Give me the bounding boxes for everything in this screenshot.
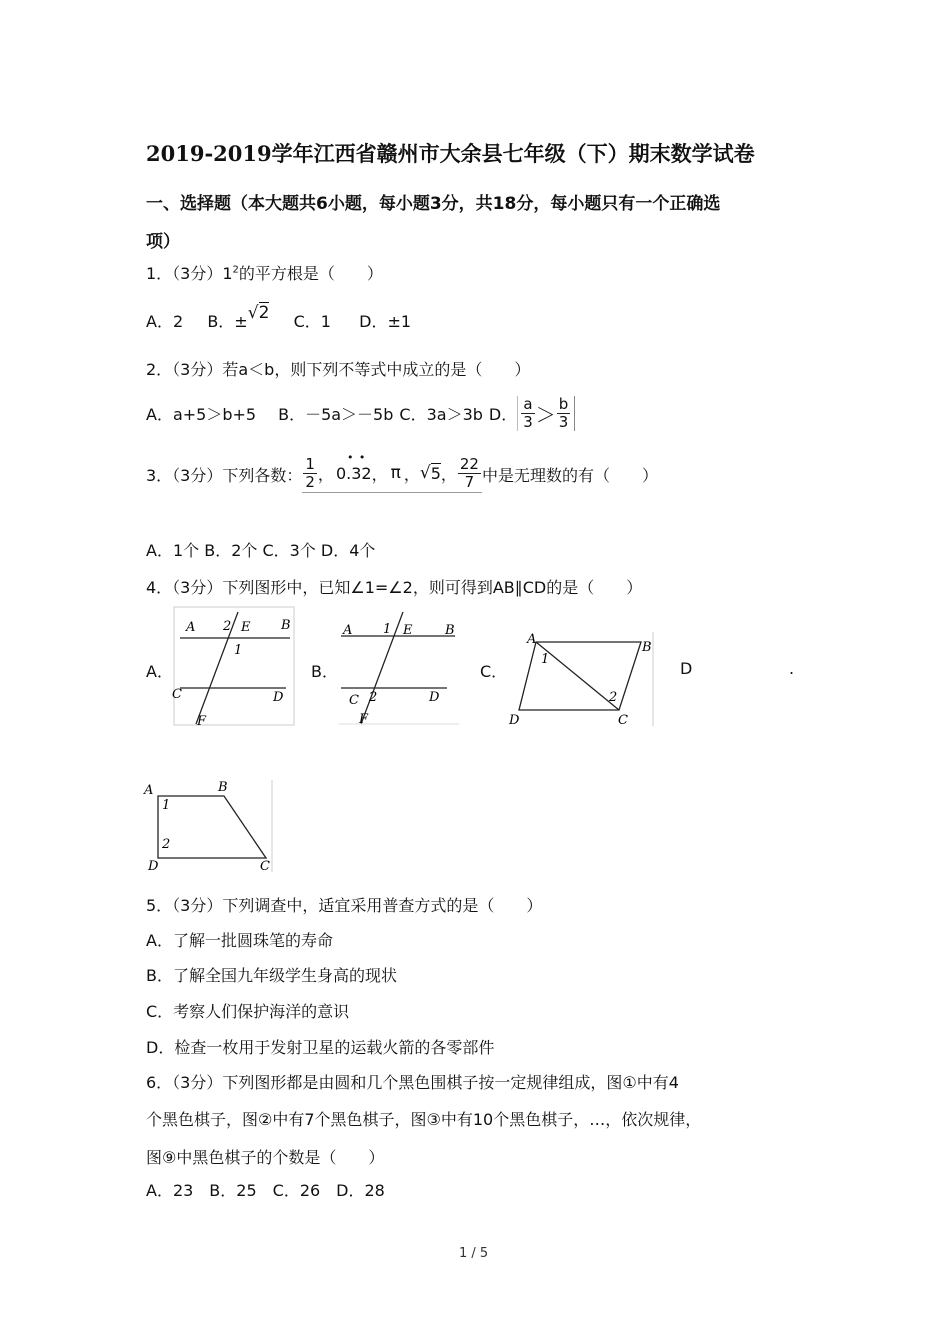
label-2: 2 [162,837,171,852]
label-2: 2 [223,619,232,634]
question-6-options: A．23 B．25 C．26 D．28 [146,1181,385,1200]
q3-repeating-decimal [335,450,372,483]
q3-recurring-dots: • • [346,450,367,464]
q2-gt-sign: ＞ [535,402,556,427]
q3-frac1-num: 1 [305,454,315,473]
label-b: B [281,618,291,633]
label-2: 2 [369,690,378,705]
q1-exponent: 2 [232,264,239,276]
q1-radicand: 2 [258,303,270,323]
q3-number-list [302,450,482,493]
q5-option-d: D．检查一枚用于发射卫星的运载火箭的各零部件 [146,1038,495,1057]
q4-option-d: D [680,659,693,678]
label-d: D [509,713,520,728]
q3-stem-pre: 3．（3分）下列各数： [146,465,303,485]
question-1-stem [146,261,383,284]
q3-decimal-value: 0.32 [335,463,372,483]
label-b: B [445,623,455,638]
q2-frac1-num: a [521,396,535,414]
q3-sqrt-sign: √ [419,463,431,483]
label-a: A [144,783,154,798]
q3-frac-half [303,456,317,491]
q5-option-b: B．了解全国九年级学生身高的现状 [146,966,397,985]
label-a: A [527,632,537,647]
q4-trailing-dot: . [789,659,795,678]
label-d: D [148,859,159,874]
page-title: 2019-2019学年江西省赣州市大余县七年级（下）期末数学试卷 [146,141,755,166]
q5-option-c: C．考察人们保护海洋的意识 [146,1002,350,1021]
q2-frac-a3 [521,396,535,431]
question-6-line-2: 个黑色棋子，图②中有7个黑色棋子，图③中有10个黑色棋子，…，依次规律， [146,1110,702,1129]
question-6-line-1: 6．（3分）下列图形都是由圆和几个黑色围棋子按一定规律组成，图①中有4 [146,1073,679,1092]
question-3-options: A．1个 B．2个 C．3个 D．4个 [146,541,376,560]
label-c: C [618,713,628,728]
question-1-options [146,303,412,332]
q1-option-d: D．±1 [359,312,412,331]
q3-sep-1: ， [317,464,334,484]
question-3-stem [146,452,658,496]
q3-frac2-num: 22 [459,454,479,473]
label-e: E [403,623,413,638]
label-1: 1 [383,622,392,637]
label-c: C [349,693,359,708]
q2-option-c: C．3a＞3b [399,404,483,424]
question-4-stem: 4．（3分）下列图形中，已知∠1=∠2，则可得到AB∥CD的是（ ） [146,578,643,597]
trapezoid-abcd [158,796,266,858]
q2-option-a: A．a+5＞b+5 [146,404,257,424]
q1-option-b: B．± [207,312,248,331]
question-2-options [146,393,575,433]
label-1: 1 [234,643,243,658]
page-number: 1 / 5 [459,1246,489,1261]
q2-frac2-num: b [557,396,571,414]
q2-frac-b3 [557,396,571,431]
section-heading: 一、选择题（本大题共6小题，每小题3分，共18分，每小题只有一个正确选 [146,194,721,214]
q1-stem-post: 的平方根是（ ） [238,264,383,283]
label-c: C [172,687,182,702]
q4-option-a: A． [146,662,173,681]
label-b: B [218,780,228,795]
q4-option-c: C． [480,662,508,681]
q1-sqrt-sign: √ [247,303,259,323]
label-d: D [273,690,284,705]
label-1: 1 [541,652,550,667]
label-a: A [343,623,353,638]
q3-sep-3: ， [403,464,420,484]
q3-frac-22-7 [458,456,481,491]
q1-stem-pre: 1．（3分）1 [146,264,233,283]
q3-frac2-den: 7 [464,472,475,491]
parallelogram-abcd [519,642,641,710]
q4-option-b: B． [311,662,338,681]
q3-sep-4: ， [440,464,457,484]
q5-option-a: A．了解一批圆珠笔的寿命 [146,931,333,950]
figure-a [168,606,296,728]
q1-option-a: A．2 [146,312,184,331]
figure-d [142,778,276,874]
q1-option-c: C．1 [293,312,331,331]
label-2: 2 [609,690,618,705]
q3-sep-2: ， [371,464,388,484]
label-a: A [186,620,196,635]
question-2-stem: 2．（3分）若a＜b，则下列不等式中成立的是（ ） [146,360,531,379]
q2-frac2-den: 3 [558,412,569,431]
q3-stem-post: 中是无理数的有（ ） [481,465,658,485]
section-heading-cont: 项） [146,232,180,252]
figure-c [503,630,655,728]
q3-pi: π [390,463,401,483]
q2-option-b: B．－5a＞－5b [278,404,394,424]
q2-frac1-den: 3 [523,412,533,431]
label-b: B [642,640,652,655]
label-c: C [260,859,270,874]
figure-b [335,608,461,728]
question-5-stem: 5．（3分）下列调查中，适宜采用普查方式的是（ ） [146,896,543,915]
line-ef [196,612,238,724]
label-f: F [197,714,207,728]
label-e: E [241,620,251,635]
label-f: F [359,712,369,727]
label-1: 1 [162,798,171,813]
q3-frac1-den: 2 [305,472,315,491]
question-6-line-3: 图⑨中黑色棋子的个数是（ ） [146,1148,385,1167]
q3-radicand: 5 [430,464,441,483]
line-ef [361,612,403,724]
label-d: D [429,690,440,705]
q2-option-d-expr [517,396,575,431]
q2-option-d: D． [488,404,518,424]
